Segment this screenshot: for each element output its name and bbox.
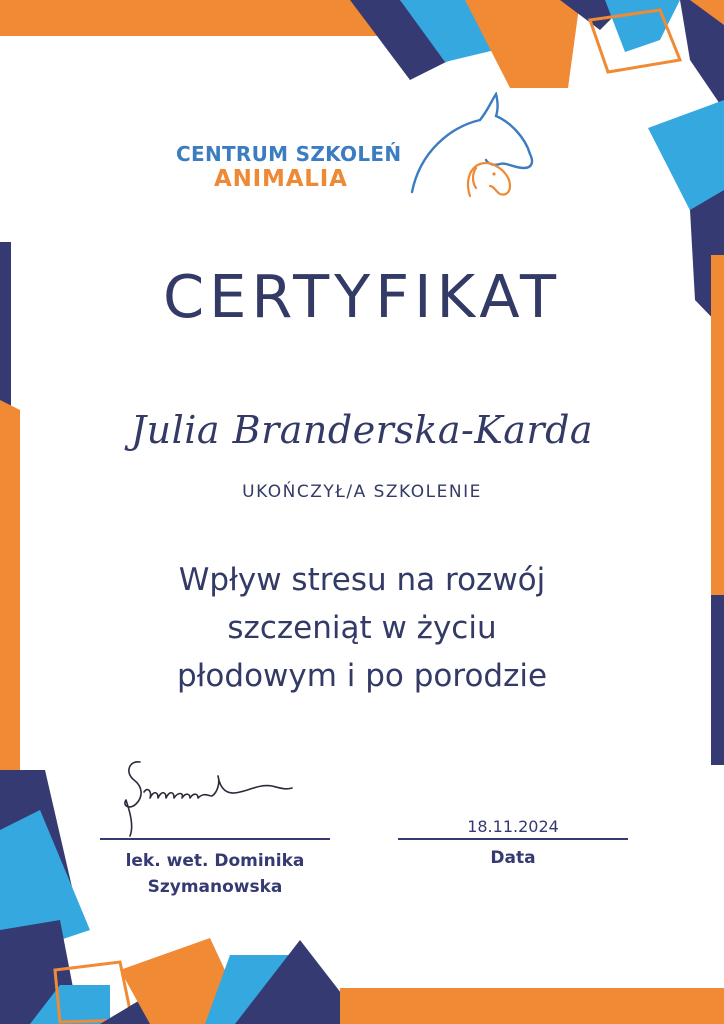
course-title-line: Wpływ stresu na rozwój	[178, 562, 546, 598]
date-line	[398, 838, 628, 840]
logo-text-line1: CENTRUM SZKOLEŃ	[176, 142, 402, 166]
horse-and-dog-icon	[410, 92, 560, 204]
course-title-line: szczeniąt w życiu	[227, 610, 497, 646]
top-blue-right	[605, 0, 680, 52]
course-title	[0, 556, 724, 700]
handwritten-signature	[100, 752, 330, 842]
signer-name-line1: lek. wet. Dominika	[125, 851, 305, 871]
course-title-line: płodowym i po porodzie	[176, 658, 548, 694]
company-logo	[170, 92, 560, 204]
recipient-name: Julia Branderska-Karda	[130, 408, 594, 452]
bottom-orange-bar	[340, 988, 724, 1024]
top-orange-bar	[0, 0, 378, 36]
signature-line	[100, 838, 330, 840]
date-value: 18.11.2024	[467, 817, 559, 836]
completed-text: UKOŃCZYŁ/A SZKOLENIE	[242, 482, 482, 502]
certificate-title: CERTYFIKAT	[162, 262, 562, 331]
signer-name-line2: Szymanowska	[147, 877, 283, 897]
logo-text-line2: ANIMALIA	[214, 166, 348, 192]
date-label: Data	[490, 848, 536, 868]
signer-name	[92, 848, 338, 900]
